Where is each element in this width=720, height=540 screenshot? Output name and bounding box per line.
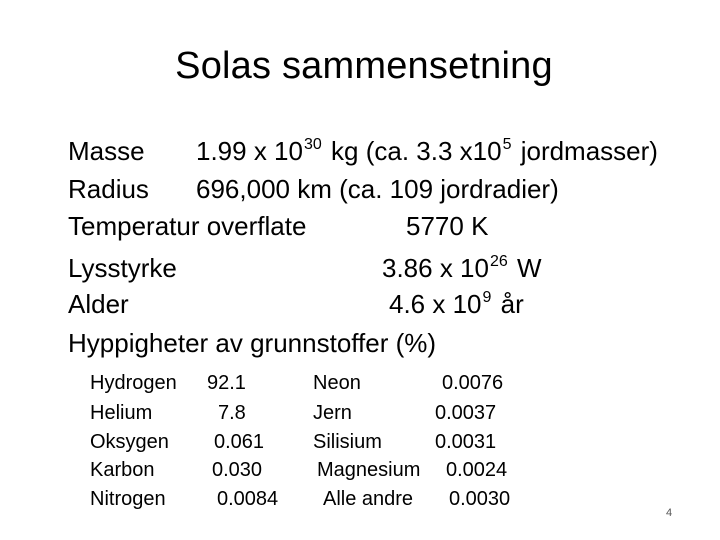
element-name: Nitrogen [90,488,166,510]
element-name: Silisium [313,431,382,453]
luminosity-unit: W [517,253,542,283]
element-name: Jern [313,402,352,424]
age-value [389,287,524,326]
element-value: 0.0030 [449,488,511,510]
temperature-label: Temperatur overflate [68,211,307,241]
element-name: Oksygen [90,431,169,453]
radius-label: Radius [68,174,149,204]
element-name: Neon [313,372,361,394]
element-name: Alle andre [323,488,414,510]
element-value: 92.1 [207,372,246,394]
abundance-heading: Hyppigheter av grunnstoffer (%) [68,328,437,358]
element-value: 0.0024 [446,459,508,481]
mass-value [196,134,658,173]
element-value: 0.0084 [217,488,279,510]
mass-label: Masse [68,136,145,166]
element-name: Magnesium [317,459,421,481]
mass-tail: jordmasser) [520,136,658,166]
mass-exponent-2: 5 [502,136,512,153]
element-name: Karbon [90,459,155,481]
element-name: Helium [90,402,153,424]
element-value: 7.8 [218,402,246,424]
luminosity-mantissa: 3.86 x 10 [382,253,489,283]
age-exponent: 9 [482,289,492,306]
mass-exponent: 30 [303,136,322,153]
age-label: Alder [68,289,129,319]
element-name: Hydrogen [90,372,177,394]
slide-title: Solas sammensetning [175,45,553,87]
luminosity-value [382,251,542,290]
age-unit: år [500,289,524,319]
element-value: 0.061 [214,431,265,453]
age-mantissa: 4.6 x 10 [389,289,482,319]
mass-unit: kg (ca. 3.3 x10 [331,136,502,166]
page-number: 4 [666,507,673,519]
element-value: 0.0076 [442,372,504,394]
luminosity-label: Lysstyrke [68,253,177,283]
element-value: 0.0031 [435,431,497,453]
temperature-value: 5770 K [406,211,489,241]
mass-mantissa: 1.99 x 10 [196,136,303,166]
element-value: 0.0037 [435,402,497,424]
element-value: 0.030 [212,459,263,481]
radius-value: 696,000 km (ca. 109 jordradier) [196,174,559,204]
luminosity-exponent: 26 [489,253,508,270]
